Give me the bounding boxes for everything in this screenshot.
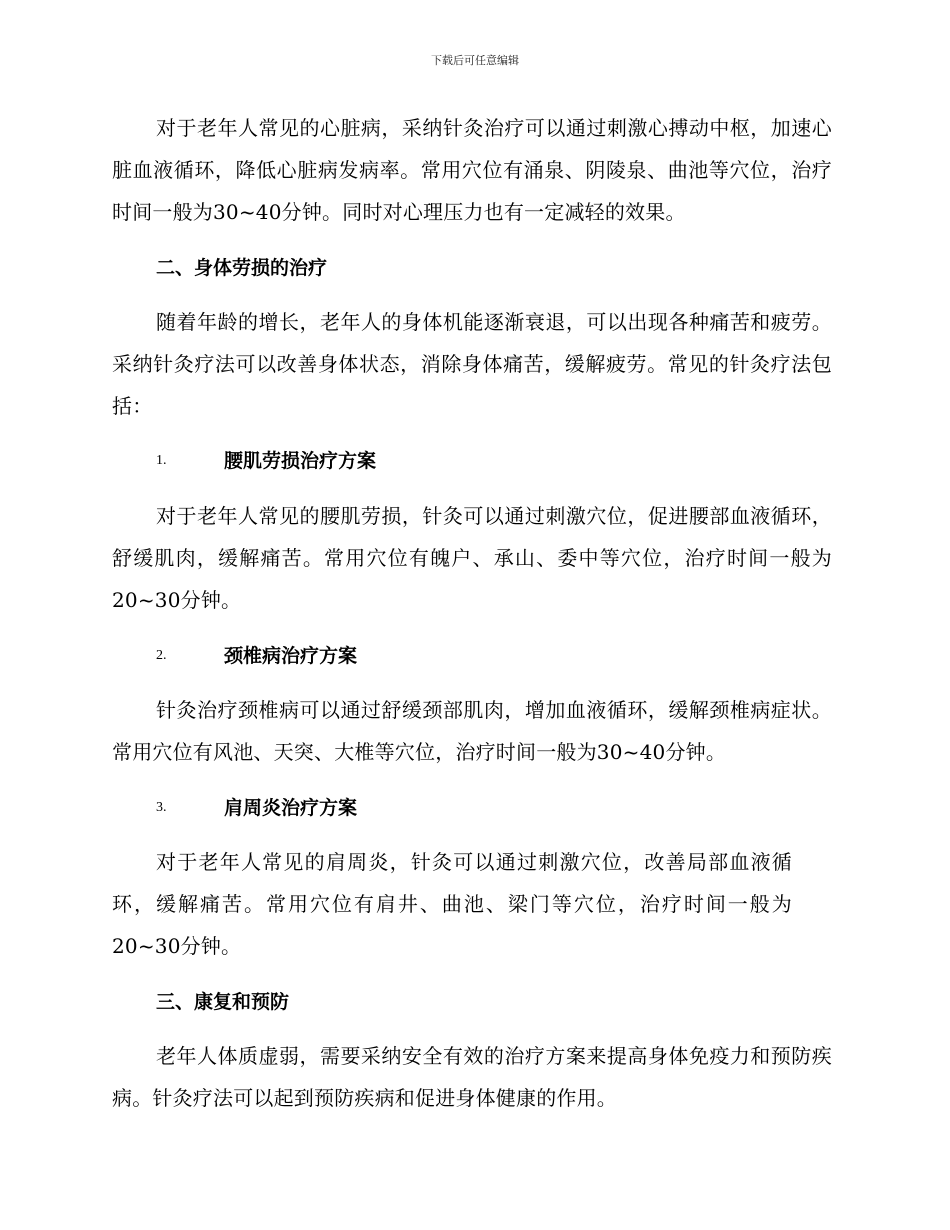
section-heading-body-strain: 二、身体劳损的治疗 <box>156 257 328 279</box>
list-item-number: 1. <box>156 453 167 468</box>
page-header: 下载后可任意编辑 <box>431 54 519 67</box>
list-item-title: 颈椎病治疗方案 <box>224 645 358 667</box>
list-item-title: 肩周炎治疗方案 <box>224 797 358 819</box>
paragraph-rehab-prevention: 老年人体质虚弱，需要采纳安全有效的治疗方案来提高身体免疫力和预防疾病。针灸疗法可以起到预防疾病和促进身体健康的作用。 <box>112 1044 832 1110</box>
paragraph-lumbar-strain: 对于老年人常见的腰肌劳损，针灸可以通过刺激穴位，促进腰部血液循环，舒缓肌肉，缓解痛苦。常用穴位有魄户、承山、委中等穴位，治疗时间一般为20~30分钟。 <box>112 504 832 612</box>
paragraph-body-strain-intro: 随着年龄的增长，老年人的身体机能逐渐衰退，可以出现各种痛苦和疲劳。采纳针灸疗法可以改善身体状态，消除身体痛苦，缓解疲劳。常见的针灸疗法包括： <box>112 310 832 418</box>
list-item-number: 2. <box>156 648 167 663</box>
paragraph-heart-disease: 对于老年人常见的心脏病，采纳针灸治疗可以通过刺激心搏动中枢，加速心脏血液循环，降低心脏病发病率。常用穴位有涌泉、阴陵泉、曲池等穴位，治疗时间一般为30~40分钟。同时对心理压力也有一定减轻的效果。 <box>112 116 832 224</box>
section-heading-rehab-prevention: 三、康复和预防 <box>156 991 290 1013</box>
list-item-number: 3. <box>156 800 167 815</box>
paragraph-frozen-shoulder: 对于老年人常见的肩周炎，针灸可以通过刺激穴位，改善局部血液循环，缓解痛苦。常用穴位有肩井、曲池、梁门等穴位，治疗时间一般为20~30分钟。 <box>112 850 792 958</box>
paragraph-cervical-spondylosis: 针灸治疗颈椎病可以通过舒缓颈部肌肉，增加血液循环，缓解颈椎病症状。常用穴位有风池、天突、大椎等穴位，治疗时间一般为30~40分钟。 <box>112 698 832 764</box>
list-item-title: 腰肌劳损治疗方案 <box>224 450 377 472</box>
